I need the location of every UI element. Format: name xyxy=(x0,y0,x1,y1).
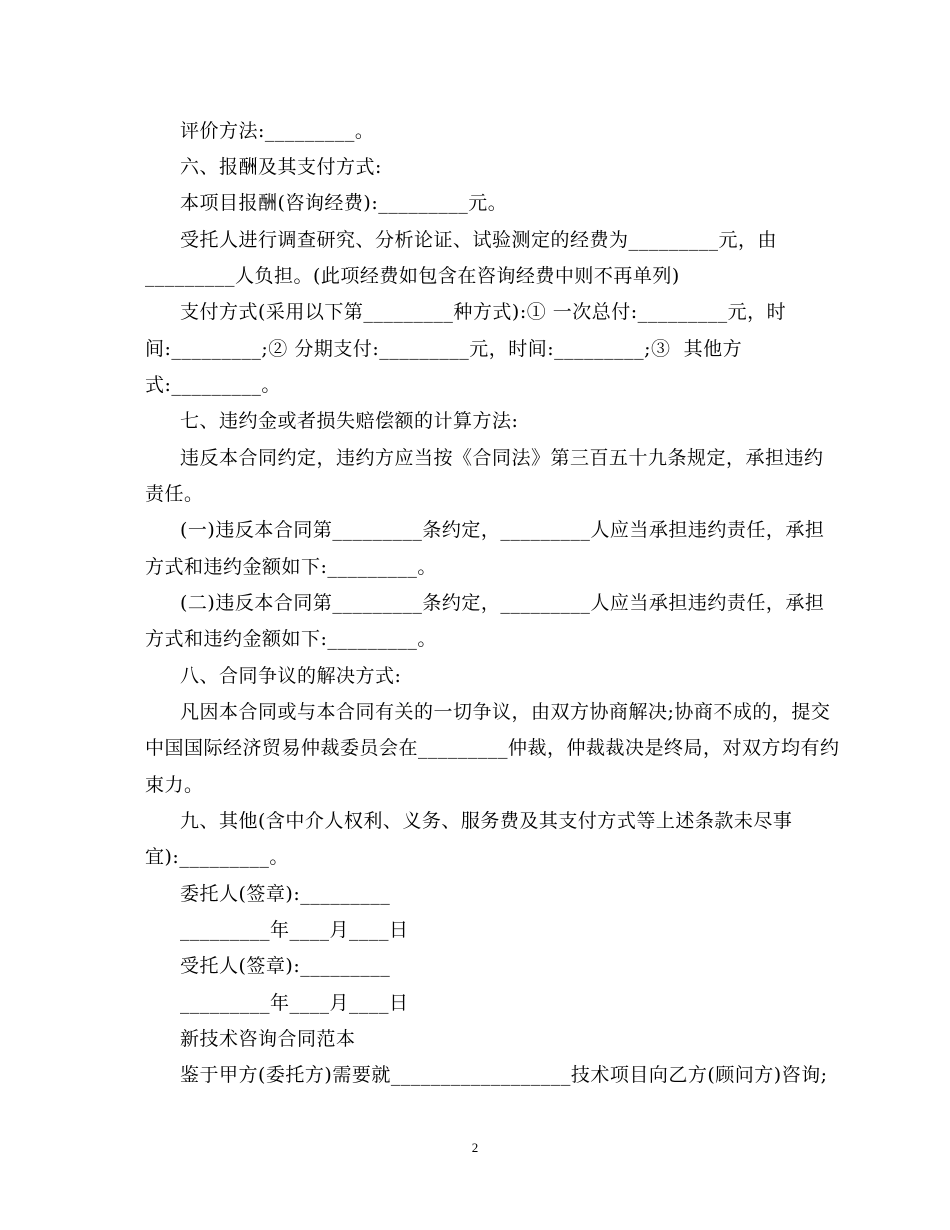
text-line: 中国国际经济贸易仲裁委员会在_________仲裁，仲裁裁决是终局，对双方均有约 xyxy=(145,737,840,759)
text-line: 鉴于甲方(委托方)需要就__________________技术项目向乙方(顾问方)咨询; xyxy=(180,1064,828,1086)
text-line: 方式和违约金额如下:_________。 xyxy=(145,556,437,578)
text-line: 违反本合同约定，违约方应当按《合同法》第三百五十九条规定，承担违约 xyxy=(180,447,824,469)
text-line: 责任。 xyxy=(145,483,204,505)
text-line: 式:_________。 xyxy=(145,374,281,396)
text-line: 宜):_________。 xyxy=(145,846,289,868)
section-heading: 七、违约金或者损失赔偿额的计算方法: xyxy=(180,410,519,432)
date-line: _________年____月____日 xyxy=(180,919,409,941)
page-number: 2 xyxy=(471,1140,479,1155)
text-line: 间:_________;② 分期支付:_________元，时间:_________;③ 其他方 xyxy=(145,338,743,360)
text-line: 束力。 xyxy=(145,774,204,796)
text-line: 评价方法:_________。 xyxy=(180,120,375,142)
signature-line-client: 委托人(签章):_________ xyxy=(180,883,391,905)
text-line: 支付方式(采用以下第_________种方式):① 一次总付:_________元，时 xyxy=(180,301,787,323)
text-line: (二)违反本合同第_________条约定，_________人应当承担违约责任，承担 xyxy=(180,592,825,614)
section-heading: 六、报酬及其支付方式: xyxy=(180,156,382,178)
section-heading: 八、合同争议的解决方式: xyxy=(180,665,402,687)
text-line: _________人负担。(此项经费如包含在咨询经费中则不再单列) xyxy=(145,265,680,287)
text-line: 受托人进行调查研究、分析论证、试验测定的经费为_________元，由 xyxy=(180,229,778,251)
signature-line-trustee: 受托人(签章):_________ xyxy=(180,955,391,977)
text-line: 本项目报酬(咨询经费):_________元。 xyxy=(180,192,508,214)
text-line: (一)违反本合同第_________条约定，_________人应当承担违约责任，承担 xyxy=(180,519,825,541)
text-line: 方式和违约金额如下:_________。 xyxy=(145,628,437,650)
section-heading: 九、其他(含中介人权利、义务、服务费及其支付方式等上述条款未尽事 xyxy=(180,810,793,832)
document-title: 新技术咨询合同范本 xyxy=(180,1028,356,1050)
text-line: 凡因本合同或与本合同有关的一切争议，由双方协商解决;协商不成的，提交 xyxy=(180,701,831,723)
date-line: _________年____月____日 xyxy=(180,992,409,1014)
